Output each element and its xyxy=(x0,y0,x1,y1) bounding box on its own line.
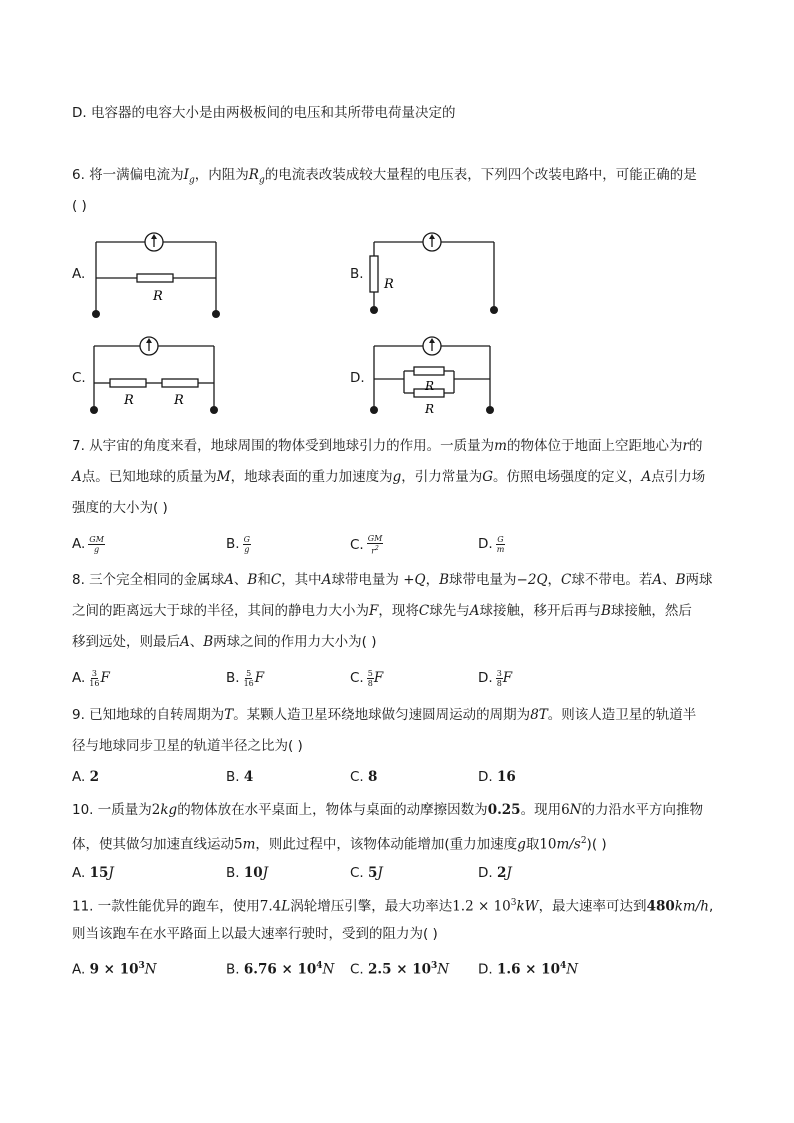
q7-stem-line1: 7. 从宇宙的角度来看，地球周围的物体受到地球引力的作用。一质量为m的物体位于地面上空距地心为r的 xyxy=(72,438,703,454)
q11-option-b: B. $6.76 \times 10^4N$ xyxy=(226,961,335,978)
q9-stem-line1: 9. 已知地球的自转周期为T。某颗人造卫星环绕地球做匀速圆周运动的周期为8T。则该人造卫星的轨道半 xyxy=(72,707,697,723)
q6-circuit-a xyxy=(88,228,228,320)
q11-option-c: C. $2.5 \times 10^3N$ xyxy=(350,961,450,978)
q8-option-a: A. $\frac{3}{16}$ F xyxy=(72,668,110,688)
resistor-icon xyxy=(137,274,173,282)
resistor-icon xyxy=(414,367,444,375)
q7-option-b: B. $\frac{G}{g}$ xyxy=(226,534,250,554)
q8-stem-line1: 8. 三个完全相同的金属球A、B和C，其中A球带电量为 +Q，B球带电量为−2Q，C球不带电。若A、B两球 xyxy=(72,572,713,588)
q7-stem-line3: 强度的大小为( ) xyxy=(72,500,168,516)
q6-circuit-d xyxy=(366,334,506,416)
q10-stem-line1: 10. 一质量为2kg的物体放在水平桌面上，物体与桌面的动摩擦因数为0.25。现用6N的力沿水平方向推物 xyxy=(72,802,703,818)
q6-circuit-c xyxy=(86,334,226,416)
q11-option-d: D. $1.6 \times 10^4N$ xyxy=(478,961,579,978)
q6-circuit-b xyxy=(366,228,506,320)
q5-option-d-text: D. 电容器的电容大小是由两极板间的电压和其所带电荷量决定的 xyxy=(72,105,456,121)
terminal-icon xyxy=(370,406,378,414)
resistor-label: R xyxy=(425,379,435,393)
q8-option-d: D. $\frac{3}{8}$ F xyxy=(478,668,513,688)
terminal-icon xyxy=(92,310,100,318)
galvanometer-icon xyxy=(140,337,158,355)
q10-option-b: B. 10J xyxy=(226,865,269,881)
resistor-icon xyxy=(162,379,198,387)
q6-option-d-label: D. xyxy=(350,370,365,386)
terminal-icon xyxy=(210,406,218,414)
q9-stem-line2: 径与地球同步卫星的轨道半径之比为( ) xyxy=(72,738,303,754)
q9-option-a: A. 2 xyxy=(72,769,99,785)
resistor-label: R xyxy=(384,277,394,292)
q6-option-a-label: A. xyxy=(72,266,86,282)
q7-option-d: D. $\frac{G}{m}$ xyxy=(478,534,505,554)
q10-option-a: A. 15J xyxy=(72,865,114,881)
q8-stem-line3: 移到远处，则最后A、B两球之间的作用力大小为( ) xyxy=(72,634,377,650)
q10-option-c: C. 5J xyxy=(350,865,383,881)
q11-stem-line2: 则当该跑车在水平路面上以最大速率行驶时，受到的阻力为( ) xyxy=(72,926,438,942)
terminal-icon xyxy=(90,406,98,414)
terminal-icon xyxy=(486,406,494,414)
q6-option-c-label: C. xyxy=(72,370,86,386)
q8-option-b: B. $\frac{5}{16}$ F xyxy=(226,668,265,688)
q9-option-b: B. 4 xyxy=(226,769,254,785)
q8-option-c: C. $\frac{5}{8}$ F xyxy=(350,668,384,688)
q11-option-a: A. $9 \times 10^3N$ xyxy=(72,961,157,978)
ig-symbol: $I_g$ xyxy=(183,167,195,186)
galvanometer-icon xyxy=(423,337,441,355)
q10-option-d: D. 2J xyxy=(478,865,512,881)
terminal-icon xyxy=(370,306,378,314)
q6-bracket: ( ) xyxy=(72,198,87,214)
q9-option-d: D. 16 xyxy=(478,769,516,785)
resistor-label: R xyxy=(174,393,184,408)
galvanometer-icon xyxy=(145,233,163,251)
resistor-icon xyxy=(370,256,378,292)
q6-option-b-label: B. xyxy=(350,266,364,282)
resistor-label: R xyxy=(124,393,134,408)
q7-option-c: C. $\frac{GM}{r^2}$ xyxy=(350,534,383,556)
q7-stem-line2: A点。已知地球的质量为M，地球表面的重力加速度为g，引力常量为G。仿照电场强度的定义，A点引力场 xyxy=(72,469,706,485)
resistor-label: R xyxy=(425,402,435,416)
q6-stem: 6. 将一满偏电流为$I_g$，内阻为$R_g$的电流表改装成较大量程的电压表，下列四个改装电路中，可能正确的是 xyxy=(72,167,697,186)
resistor-label: R xyxy=(153,289,163,304)
rg-symbol: $R_g$ xyxy=(248,167,265,186)
q11-stem-line1: 11. 一款性能优异的跑车，使用7.4L涡轮增压引擎，最大功率达$1.2 \times 10^3kW$，最大速率可达到480km/h, xyxy=(72,898,714,915)
galvanometer-icon xyxy=(423,233,441,251)
terminal-icon xyxy=(212,310,220,318)
resistor-icon xyxy=(110,379,146,387)
q10-stem-line2: 体，使其做匀加速直线运动5m，则此过程中，该物体动能增加(重力加速度g取$10m/s^2$)( ) xyxy=(72,836,607,853)
q7-option-a: A. $\frac{GM}{g}$ xyxy=(72,534,104,554)
q5-option-d xyxy=(72,103,455,123)
q8-stem-line2: 之间的距离远大于球的半径，其间的静电力大小为F，现将C球先与A球接触，移开后再与B球接触，然后 xyxy=(72,603,692,619)
q9-option-c: C. 8 xyxy=(350,769,378,785)
terminal-icon xyxy=(490,306,498,314)
